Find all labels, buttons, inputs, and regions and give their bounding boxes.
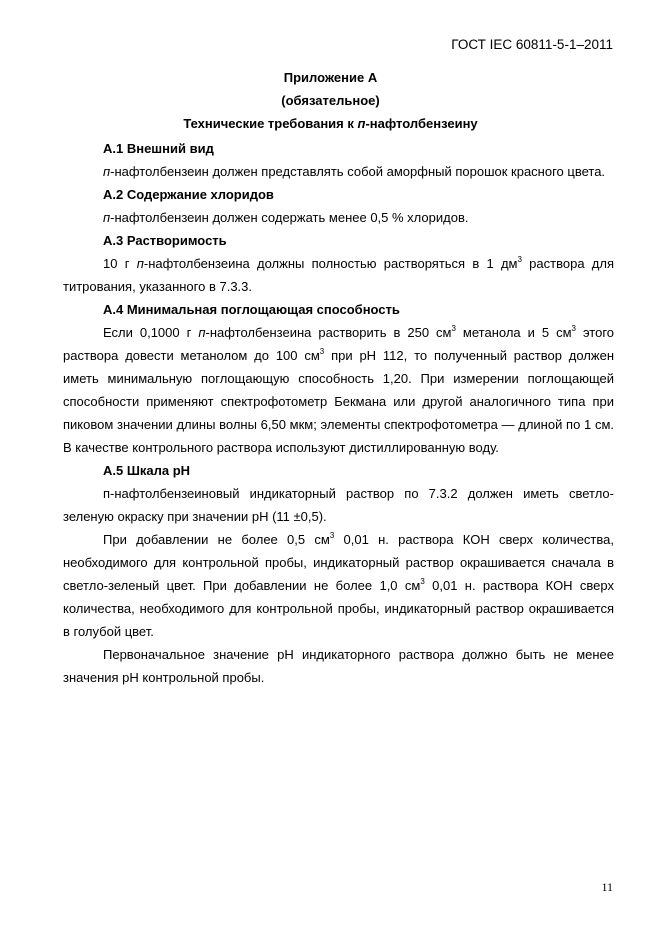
annex-subject-italic: п [357, 116, 366, 131]
annex-subject [0, 116, 661, 131]
section-a5-paragraph-2 [63, 528, 614, 643]
section-a1-heading: А.1 Внешний вид [103, 141, 214, 156]
text: Если 0,1000 г [103, 325, 199, 340]
superscript: 3 [329, 531, 335, 540]
italic-n: п [198, 325, 206, 340]
text: 10 г [103, 256, 137, 271]
superscript: 3 [451, 324, 456, 333]
page-number: 11 [601, 880, 613, 894]
text: метанола и 5 см [455, 325, 572, 340]
italic-n: п [103, 164, 111, 179]
text: 0,01 н. раствора КОН сверх количества, необходимого для контрольной пробы, индикаторный раствор окрашивается сначала в светло-зеленый цвет. При добавлении не более 1,0 см [63, 532, 614, 593]
italic-n: п [136, 256, 144, 271]
section-a1-paragraph [63, 160, 614, 183]
text: 0,01 н. раствора КОН сверх количества, необходимого для контрольной пробы, индикаторный раствор окрашивается в голубой цвет. [63, 578, 614, 639]
text: раствора для титрования, указанного в 7.3.3. [63, 256, 614, 294]
superscript: 3 [517, 255, 522, 264]
italic-n: п [103, 210, 111, 225]
text: -нафтолбензеина должны полностью растворяться в 1 дм [143, 256, 518, 271]
document-body [63, 137, 614, 689]
section-a2-paragraph [63, 206, 614, 229]
section-a4-paragraph [63, 321, 614, 459]
annex-subject-post: -нафтолбензеину [365, 116, 478, 131]
section-a2-heading: А.2 Содержание хлоридов [103, 187, 274, 202]
text: при рН 112, то полученный раствор должен иметь минимальную поглощающую способность 1,20. При измерении поглощающей способности применяют спектрофотометр Бекмана или другой аналогичного типа при пиковом значении длины волны 6,50 мкм; элементы спектрофотометра — длиной по 1 см. В качестве контрольного раствора используют дистиллированную воду. [63, 348, 614, 455]
text: этого раствора довести метанолом до 100 см [63, 325, 615, 363]
section-a5-paragraph-1: п-нафтолбензеиновый индикаторный раствор по 7.3.2 должен иметь светло-зеленую окраску при значении рН (11 ±0,5). [63, 486, 614, 524]
section-a3-paragraph [63, 252, 614, 298]
text: -нафтолбензеин должен представлять собой аморфный порошок красного цвета. [110, 164, 606, 179]
text: -нафтолбензеина растворить в 250 см [205, 325, 452, 340]
section-a5-paragraph-3: Первоначальное значение рН индикаторного раствора должно быть не менее значения рН контрольной пробы. [63, 647, 614, 685]
annex-title: Приложение А [283, 70, 378, 85]
section-a3-heading: А.3 Растворимость [103, 233, 227, 248]
text: -нафтолбензеин должен содержать менее 0,5 % хлоридов. [110, 210, 469, 225]
annex-subject-pre: Технические требования к [183, 116, 358, 131]
section-a4-heading: А.4 Минимальная поглощающая способность [103, 302, 400, 317]
superscript: 3 [319, 347, 325, 356]
document-code: ГОСТ IEC 60811-5-1–2011 [451, 37, 613, 52]
annex-status: (обязательное) [281, 93, 380, 108]
section-a5-heading: А.5 Шкала рН [103, 463, 191, 478]
superscript: 3 [420, 577, 425, 586]
text: При добавлении не более 0,5 см [103, 532, 330, 547]
superscript: 3 [571, 324, 576, 333]
